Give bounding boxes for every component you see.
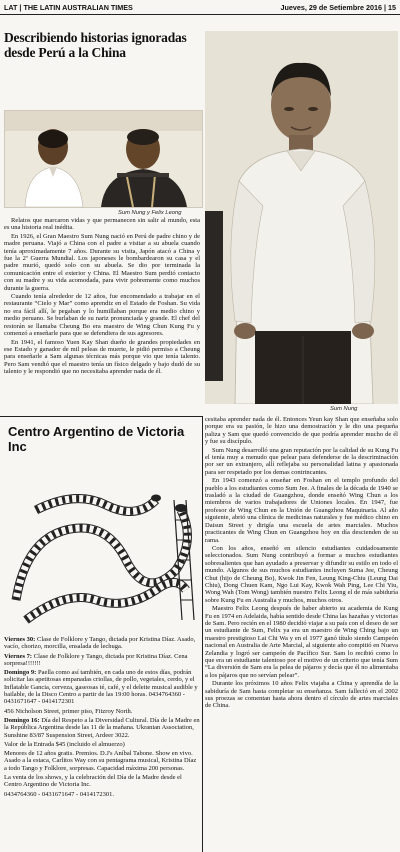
event-item	[4, 774, 200, 789]
section-divider	[0, 416, 202, 417]
paragraph: En 1943 comenzó a enseñar en Foshan en el templo profundo del pueblo a los estudiantes como Sum Jee. A finales de la década de 1940 se trasladó a la ciudad de Guangzhou, donde enseñó Wing Chun a los miembros de varios trabajadores de Uniones locales. En 1947, fue profesor de Wing Chun en la Unión de Guangzhou Maquinaria. Al año siguiente, abrió una clínica de medicinas naturales y fue médico chino en Daisun Street y dirigía una escuela de artes marciales. Muchos practicantes de Wing Chun en Guangzhou hoy en día descienden de su rama.	[205, 477, 398, 544]
event-text: Menores de 12 años gratis. Premios. D.J's Aníbal Tabone. Show en vivo. Asado a la estaca, Carlitos Way con su pentagrama musical, Kristina Díaz a todo Tango y Folklore, sorpresas. Capacidad máxima 200 personas.	[4, 750, 197, 772]
event-item	[4, 750, 200, 772]
event-item	[4, 636, 200, 651]
article-headline-box	[4, 30, 202, 60]
event-item	[4, 717, 200, 739]
article-headline: Describiendo historias ignoradas desde Perú a la China	[4, 30, 187, 60]
date-page: Jueves, 29 de Setiembre 2016 | 15	[280, 3, 396, 12]
paragraph: Con los años, enseñó en silencio estudiantes cuidadosamente seleccionados. Sum Nung contribuyó a formar a muchos estudiantes sobresalientes que han ayudado a preservar y difundir su estilo en todo el mundo. Algunos de sus muchos estudiantes incluyen Suma Jee, Cheung Chut (hijo de Cheung Bo), Kwok Jin Fen, Leung King-Chiu (Leung Dai Chiu), Dong Chuen Kam, Ngo Lui Kay, Kwok Wah Ping, Lee Chi Yiu, Wong Wah (Tom Wong) también nuestro Felix Leong el de más sabiduría sobre Kung Fu en Australia y muchos, muchos otros.	[205, 544, 398, 604]
event-text: Clase de Folklore y Tango, dictada por Kristina Díaz. Cena sorpresa!!!!!!!	[4, 652, 188, 667]
event-text: 456 Nicholson Street, primer piso, Fitzroy North.	[4, 707, 133, 715]
event-text: Día del Respeto a la Diversidad Cultural. Día de la Madre en la República Argentina desde las 11 de la mañana. Ukranian Association, Sunshine 83/87 Suspension Street, Ardeer 3022.	[4, 716, 200, 739]
paper-name: LAT | THE LATIN AUSTRALIAN TIMES	[4, 3, 133, 12]
portrait-photo	[205, 31, 398, 404]
event-text: Clase de Folklore y Tango, dictada por Kristina Díaz. Asado, vacío, chorizo, morcilla, ensalada de lechuga.	[4, 636, 196, 651]
centro-events	[4, 636, 200, 848]
paragraph: Durante los próximos 10 años Felix viajaba a China y aprendía de la sabiduría de Sam hasta completar su enseñanza. Sam falleció en el 2002 sus proezas se comentan hasta ahora dentro el círculo de artes marciales de China.	[205, 680, 398, 710]
masthead	[0, 0, 400, 15]
column-divider	[202, 416, 203, 852]
event-text: Paella como así también, en cada uno de estos días, podrán solicitar las apetitosas empanadas criollas, de pollo, vegetales, cerdo, y el Inflatable Gancia, cerveza, gaseosas té, café, y el deleite musical audible y bailable, de la Disco Centro a partir de las 19:00 horas. 0434764360 - 0431671647 - 0414172301	[4, 669, 198, 706]
article-column-c	[205, 416, 398, 844]
event-item	[4, 741, 200, 748]
event-text: Valor de la Entrada $45 (incluido el almuerzo)	[4, 740, 125, 748]
event-day: Viernes 7:	[4, 652, 33, 660]
article-column-a	[4, 217, 200, 413]
snakes-and-ladders-icon	[6, 480, 198, 630]
event-item	[4, 708, 200, 715]
event-text: 0434764360 - 0431671647 - 0414172301.	[4, 790, 114, 798]
photo-two-men	[5, 111, 202, 207]
photo2-caption: Sum Nung	[330, 406, 358, 412]
paragraph: Relatos que marcaron vidas y que permanecen sin salir al mundo, esta es una historia real inédita.	[4, 217, 200, 232]
photo1-caption: Sum Nung y Felix Leong	[118, 210, 182, 216]
paragraph: En 1926, el Gran Maestro Sum Nung nació en Perú de padre chino y de madre peruana. Viajó a China con el padre a visitar a su abuela cuando tenía aproximadamente 7 años. Durante su visita, Japón atacó a China y fue la 2ª Guerra Mundial. Los japoneses le bombardearon su casa y el padre murió, quedó solo con su abuela. Se dio por terminada la comunicación entre el exterior y China. El Maestro Sum perdió contacto con su madre y su vida acomodada, para vivir pobremente como muchos durante la guerra.	[4, 232, 200, 292]
centro-title: Centro Argentino de Victoria Inc	[8, 424, 185, 454]
paragraph: Sum Nung desarrolló una gran reputación por la calidad de su Kung Fu el tenía muy a menudo que pelear para defenderse de la descriminación por ser un extranjero, allí reflejaba su personalidad latina y apasionada para ser respetado por los demas contrincantes.	[205, 446, 398, 476]
paragraph: Cuando tenía alrededor de 12 años, fue encomendado a trabajar en el restaurante “Cielo y Mar” como aprendiz en el Estado de Foshan. Su vida no era fácil allí, le pegaban y lo humillaban porque era medio chino y medio peruano. Se burlaban de su nariz pronunciada y grande. El chef del restorán se llamaba Cheung Bo era maestro de Wing Chun Kung Fu y comenzó a enseñarle para que se defendiera de sus agresores.	[4, 293, 200, 338]
paragraph: En 1941, el famoso Yuen Kay Shan dueño de grandes propiedades en ese Estado y ganador de mil peleas de muerte, le pidió permiso a Cheung para enseñarle a Sam algunas técnicas más porque vio que tenía talento. Pero Sam vendió que el maestro tenía un físico delgado y bajo dudó de su talento y le respondió que no necesitaba aprender nada de él.	[4, 338, 200, 376]
paragraph: Maestro Felix Leong después de haber abierto su academia de Kung Fu en 1974 en Adelaida, había sentido desde China las hazañas y victorias de Sam. Pero recién en el 1980 decidió viajar a su país con el deseo de ser un estudiante de Sum, Felix ya era un maestro de Wing Ching bajo un maestro prestigioso Lai Chi Wa y en el 1977 ganó título siendo Campeón nacional en Australia de Arte Marcial, al siguiente año compitió en Nueva Zelandia y logró ser campeón de Pacífico Sur. Sam lo recibió como lo que era un estudiante talentoso por el motivo de un criterio que tenía Sum “La diversión de Sam era la pelea de pájaros y decía que él no alimentaba a los pájaros que no servían pelear”.	[205, 605, 398, 679]
event-item	[4, 669, 200, 705]
event-text: La venta de los shows, y la celebración del Día de la Madre desde el Centro Argentino de Victoria Inc.	[4, 774, 182, 789]
event-day: Domingo 16:	[4, 716, 40, 724]
photo-sum-nung-portrait	[205, 31, 398, 404]
event-item	[4, 653, 200, 668]
photo-sum-nung-felix-leong	[4, 110, 203, 208]
event-item	[4, 791, 200, 798]
event-day: Viernes 30:	[4, 636, 36, 643]
event-day: Domingo 9:	[4, 669, 37, 677]
paragraph: cesitaba aprender nada de él. Entonces Yeun kay Shan que enseñaba solo porque era su pasión, le hizo una demostración y le dio una pequeña paliza y Sam que quedó convencido de que podría aprender mucho de él y fue su discípulo.	[205, 416, 398, 446]
